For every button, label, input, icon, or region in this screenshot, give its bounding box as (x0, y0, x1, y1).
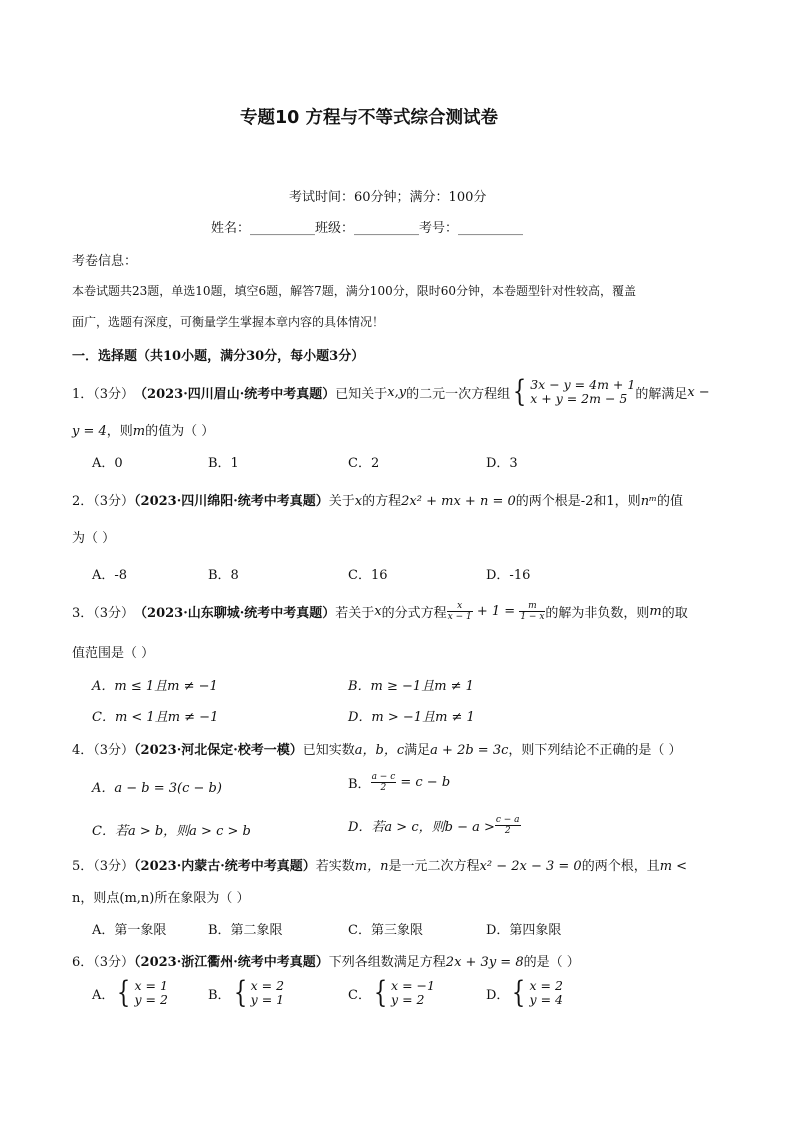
question-5: 5．（3分）（2023·内蒙古·统考中考真题）若实数m，n是一元二次方程x² − 2x − 3 = 0的两个根，且m < (72, 859, 688, 874)
q4-source: （2023·河北保定·校考一模） (134, 743, 303, 758)
question-3: 3．（3分） （2023·山东聊城·统考中考真题） 若关于 x 的分式方程 $\frac{x}{x - 1}$ + 1 = $\frac{m}{1 - x}$ 的解为非负数，则 m 的取 (72, 601, 688, 622)
q2-option-c: C．16 (348, 568, 388, 583)
q5-source: （2023·内蒙古·统考中考真题） (134, 859, 316, 874)
q3-source: （2023·山东聊城·统考中考真题） (134, 606, 336, 621)
q1-condition: x − (687, 384, 710, 400)
q6-source: （2023·浙江衢州·统考中考真题） (134, 955, 329, 970)
q1-option-a: A．0 (92, 456, 123, 471)
page-title: 专题10 方程与不等式综合测试卷 (240, 108, 498, 128)
info-line-1: 本卷试题共23题，单选10题，填空6题，解答7题，满分100分，限时60分钟，本卷题型针对性较高，覆盖 (72, 284, 636, 298)
q2-option-b: B．8 (208, 568, 239, 583)
q3-fraction-1: $\frac{x}{x - 1}$ (447, 601, 472, 622)
q1-equation-system: { 3x − y = 4m + 1 x + y = 2m − 5 (512, 374, 636, 409)
q3-fraction-2: $\frac{m}{1 - x}$ (520, 601, 545, 622)
q3-option-b: B．m ≥ −1且m ≠ 1 (348, 679, 474, 694)
question-1-line2: y = 4，则m的值为（ ） (72, 424, 215, 439)
q6-option-a: A． { x = 1 y = 2 (92, 975, 168, 1010)
q1-text: 的二元一次方程组 (406, 386, 511, 402)
student-info: 姓名：__________班级：__________考号：__________ (211, 221, 524, 236)
q4-option-a: A．a − b = 3(c − b) (92, 781, 222, 796)
q1-vars: x,y (387, 384, 407, 400)
info-heading: 考卷信息： (72, 254, 138, 269)
q6-option-d: D． { x = 2 y = 4 (486, 975, 563, 1010)
q1-option-c: C．2 (348, 456, 380, 471)
q5-option-b: B．第二象限 (208, 923, 283, 938)
q5-option-c: C．第三象限 (348, 923, 423, 938)
question-1 (72, 374, 710, 409)
q3-option-a: A．m ≤ 1且m ≠ −1 (92, 679, 218, 694)
question-5-line2: n，则点(m,n)所在象限为（ ） (72, 891, 250, 906)
q1-source: （2023·四川眉山·统考中考真题） (134, 386, 336, 402)
question-2: 2．（3分）（2023·四川绵阳·统考中考真题）关于x的方程2x² + mx + n = 0的两个根是-2和1，则nᵐ的值 (72, 494, 684, 509)
q1-option-b: B．1 (208, 456, 239, 471)
q4-option-d: D．若a > c，则b − a > $\frac{c - a}{2}$ (348, 815, 520, 836)
q4-option-c: C．若a > b，则a > c > b (92, 824, 251, 839)
q4-option-b: B． $\frac{a - c}{2}$ = c − b (348, 772, 451, 793)
q1-number: 1．（3分） (72, 386, 135, 402)
q1-option-d: D．3 (486, 456, 518, 471)
question-3-line2: 值范围是（ ） (72, 646, 155, 661)
q5-option-d: D．第四象限 (486, 923, 562, 938)
q6-option-b: B． { x = 2 y = 1 (208, 975, 285, 1010)
q2-source: （2023·四川绵阳·统考中考真题） (134, 494, 329, 509)
q3-option-c: C．m < 1且m ≠ −1 (92, 710, 219, 725)
q5-option-a: A．第一象限 (92, 923, 167, 938)
info-line-2: 面广，选题有深度，可衡量学生掌握本章内容的具体情况！ (72, 315, 385, 329)
q2-option-a: A．-8 (92, 568, 128, 583)
question-6: 6．（3分）（2023·浙江衢州·统考中考真题）下列各组数满足方程2x + 3y = 8的是（ ） (72, 955, 580, 970)
section-heading: 一．选择题（共10小题，满分30分，每小题3分） (72, 349, 365, 364)
exam-time: 考试时间：60分钟；满分：100分 (289, 190, 487, 205)
q2-option-d: D．-16 (486, 568, 531, 583)
q1-text: 已知关于 (335, 386, 388, 402)
q3-option-d: D．m > −1且m ≠ 1 (348, 710, 475, 725)
question-2-line2: 为（ ） (72, 531, 116, 546)
q6-option-c: C． { x = −1 y = 2 (348, 975, 435, 1010)
question-4: 4．（3分）（2023·河北保定·校考一模）已知实数a，b，c满足a + 2b = 3c，则下列结论不正确的是（ ） (72, 743, 682, 758)
q1-text: 的解满足 (635, 386, 688, 402)
